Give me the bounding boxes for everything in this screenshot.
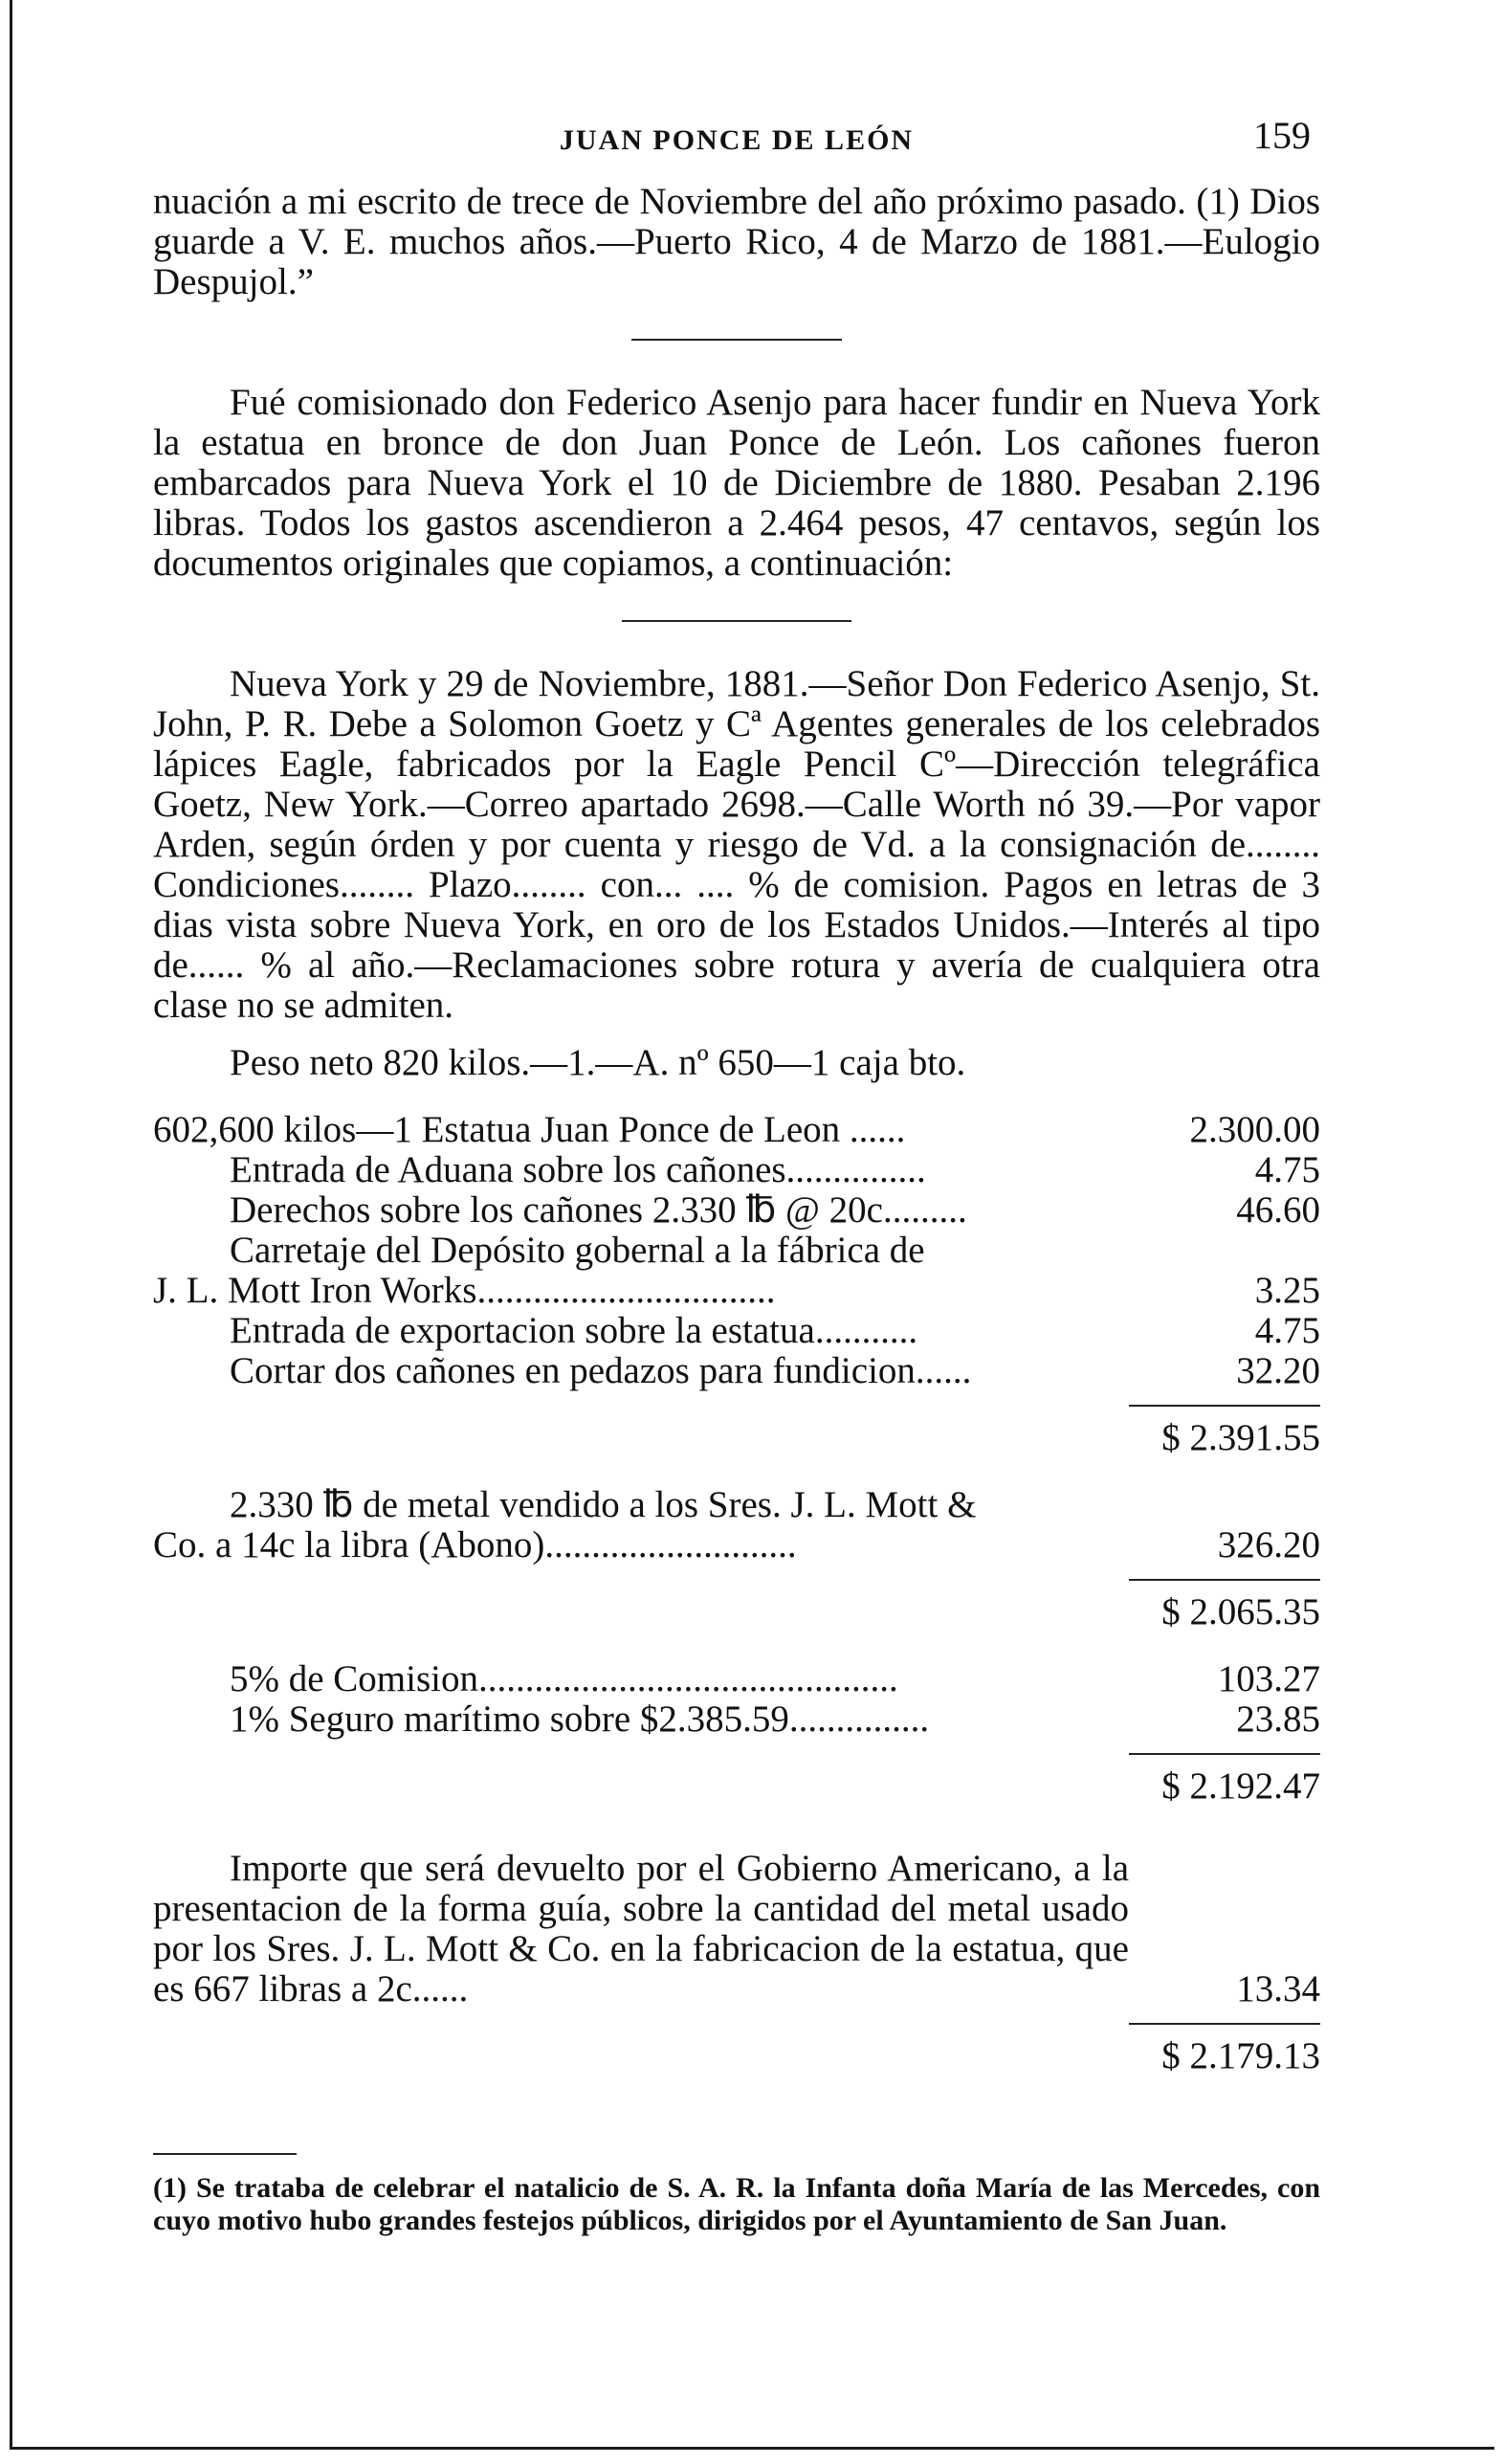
ledger-row xyxy=(153,1110,1320,1150)
ledger-row xyxy=(153,1525,1320,1565)
ledger-row xyxy=(153,1231,1320,1271)
peso-line: Peso neto 820 kilos.—1.—A. nº 650—1 caja bto. xyxy=(230,1042,966,1083)
paragraph-continuation: nuación a mi escrito de trece de Noviembre del año próximo pasado. (1) Dios guarde a V. E. muchos años.—Puerto Rico, 4 de Marzo de 1881.—Eulogio Despujol.” xyxy=(153,181,1320,302)
final-total: $ 2.179.13 xyxy=(1161,2035,1320,2076)
page-edge-bottom xyxy=(10,2447,1494,2450)
ledger-item-text: Entrada de exportacion sobre la estatua........... xyxy=(230,1310,918,1351)
ledger-row xyxy=(153,1485,1320,1525)
ledger-row xyxy=(153,1271,1320,1311)
section-divider xyxy=(622,620,851,622)
ledger-item-amount: 3.25 xyxy=(1254,1270,1320,1311)
section-divider xyxy=(631,339,842,341)
ledger-row xyxy=(153,1190,1320,1231)
ledger-row xyxy=(153,1659,1320,1699)
footnote: (1) Se trataba de celebrar el natalicio de S. A. R. la Infanta doña María de las Mercedes, con cuyo motivo hubo grandes festejos públicos, dirigidos por el Ayuntamiento de San Juan. xyxy=(153,2172,1320,2236)
ledger-item-text: Cortar dos cañones en pedazos para fundicion...... xyxy=(230,1350,972,1391)
credit-line: 2.330 ℔ de metal vendido a los Sres. J. L. Mott & xyxy=(230,1484,977,1525)
ledger-item-amount: 2.300.00 xyxy=(1189,1109,1320,1150)
ledger-row xyxy=(153,1351,1320,1391)
fee-amount: 23.85 xyxy=(1236,1698,1320,1740)
fee-amount: 103.27 xyxy=(1217,1658,1320,1699)
paragraph-asenjo: Fué comisionado don Federico Asenjo para hacer fundir en Nueva York la estatua en bronce de don Juan Ponce de León. Los cañones fueron embarcados para Nueva York el 10 de Diciembre de 1880. Pesaban 2.196 libras. Todos los gastos ascendieron a 2.464 pesos, 47 centavos, según los documentos originales que copiamos, a continuación: xyxy=(153,382,1320,584)
ledger-item-text: 602,600 kilos—1 Estatua Juan Ponce de Leon ...... xyxy=(153,1109,906,1150)
ledger-item-text: Carretaje del Depósito gobernal a la fábrica de xyxy=(230,1230,925,1271)
ledger-item-amount: 32.20 xyxy=(1236,1350,1320,1391)
ledger-row xyxy=(153,1150,1320,1190)
ledger-item-amount: 4.75 xyxy=(1254,1310,1320,1351)
subtotal-rule xyxy=(1129,1753,1320,1755)
ledger-row xyxy=(153,1699,1320,1740)
import-text: Importe que será devuelto por el Gobierno Americano, a la presentacion de la forma guía, sobre la cantidad del metal usado por los Sres. J. L. Mott & Co. en la fabricacion de la estatua, que es 667 libras a 2c...... xyxy=(153,1848,1129,2009)
ledger-item-amount: 4.75 xyxy=(1254,1149,1320,1190)
footnote-rule xyxy=(153,2153,297,2155)
credit-line: Co. a 14c la libra (Abono)........................... xyxy=(153,1524,797,1565)
subtotal-1: $ 2.391.55 xyxy=(1161,1417,1320,1458)
subtotal-rule xyxy=(1129,1579,1320,1581)
ledger-item-text: Derechos sobre los cañones 2.330 ℔ @ 20c......... xyxy=(230,1189,967,1231)
credit-amount: 326.20 xyxy=(1217,1524,1320,1565)
subtotal-2: $ 2.065.35 xyxy=(1161,1591,1320,1632)
invoice-paragraph: Nueva York y 29 de Noviembre, 1881.—Señor Don Federico Asenjo, St. John, P. R. Debe a Solomon Goetz y Cª Agentes generales de los celebrados lápices Eagle, fabricados por la Eagle Pencil Cº—Dirección telegráfica Goetz, New York.—Correo apartado 2698.—Calle Worth nó 39.—Por vapor Arden, según órden y por cuenta y riesgo de Vd. a la consignación de........ Condiciones........ Plazo........ con... .... % de comision. Pagos en letras de 3 dias vista sobre Nueva York, en oro de los Estados Unidos.—Interés al tipo de...... % al año.—Reclamaciones sobre rotura y avería de cualquiera otra clase no se admiten. xyxy=(153,663,1320,1026)
ledger-item-amount: 46.60 xyxy=(1236,1189,1320,1231)
invoice-ledger xyxy=(153,1110,1320,2076)
fee-text: 1% Seguro marítimo sobre $2.385.59............... xyxy=(230,1698,930,1740)
running-head: JUAN PONCE DE LEÓN xyxy=(559,124,915,156)
book-page xyxy=(153,114,1320,2237)
ledger-row xyxy=(153,1311,1320,1351)
page-number: 159 xyxy=(1253,114,1311,157)
fee-text: 5% de Comision............................................. xyxy=(230,1658,898,1699)
subtotal-3: $ 2.192.47 xyxy=(1161,1765,1320,1807)
page-edge-left xyxy=(10,0,12,2450)
subtotal-rule xyxy=(1129,2023,1320,2025)
subtotal-rule xyxy=(1129,1405,1320,1407)
import-amount: 13.34 xyxy=(1236,1968,1320,2009)
ledger-item-text: J. L. Mott Iron Works................................ xyxy=(153,1270,776,1311)
page-header xyxy=(153,114,1320,182)
ledger-item-text: Entrada de Aduana sobre los cañones............... xyxy=(230,1149,926,1190)
import-row xyxy=(153,1849,1320,2009)
